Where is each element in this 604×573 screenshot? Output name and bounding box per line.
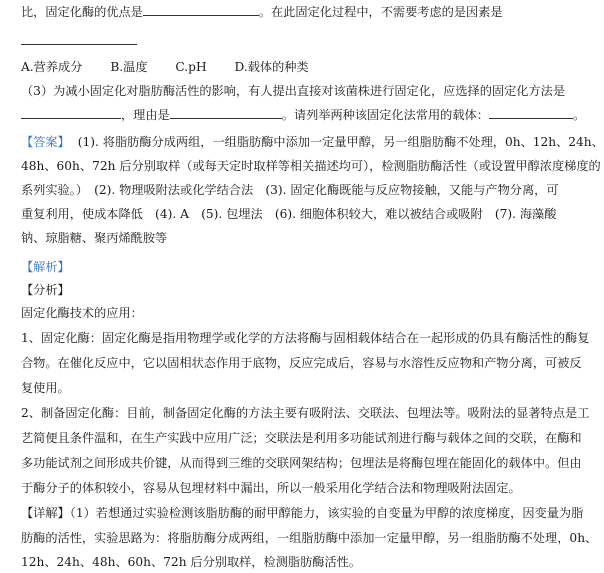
answer-blank xyxy=(489,107,573,119)
answer-line-5: 钠、琼脂糖、聚丙烯酰胺等 xyxy=(21,231,168,245)
q2-text-b: 。在此固定化过程中，不需要考虑的是因素是 xyxy=(258,5,503,19)
q2-line-2 xyxy=(21,33,544,47)
option-d: D.载体的种类 xyxy=(234,60,309,74)
body-line-11: 12h、24h、48h、60h、72h 后分别取样，检测脂肪酶活性。 xyxy=(21,555,362,569)
body-line-3: 合物。在催化反应中，它以固相状态作用于底物，反应完成后，容易与水溶性反应物和产物分离，可被反 xyxy=(21,356,582,370)
answer-line-1 xyxy=(21,135,604,150)
body-line-8: 于酶分子的体积较小，容易从包埋材料中漏出，所以一般采用化学结合法和物理吸附法固定。 xyxy=(21,481,521,495)
answer-line-4: 重复利用，使成本降低 (4). A (5). 包埋法 (6). 细胞体积较大，难以被结合或吸附 (7). 海藻酸 xyxy=(21,207,557,221)
answer-text-1: (1). 将脂肪酶分成两组，一组脂肪酶中添加一定量甲醇，另一组脂肪酶不处理，0h、12h、24h、 xyxy=(77,135,604,149)
body-line-5: 2、制备固定化酶：目前，制备固定化酶的方法主要有吸附法、交联法、包埋法等。吸附法的显著特点是工 xyxy=(21,406,590,420)
body-line-9: 【详解】（1）若想通过实验检测该脂肪酶的耐甲醇能力，该实验的自变量为甲醇的浓度梯度，因变量为脂 xyxy=(21,506,584,520)
q2-text-a: 比，固定化酶的优点是 xyxy=(21,5,143,19)
q3-line-2 xyxy=(21,107,586,123)
analysis-tag: 【解析】 xyxy=(21,260,70,274)
q2-line-1 xyxy=(21,4,544,20)
option-c: C.pH xyxy=(175,60,207,74)
body-line-6: 艺简便且条件温和，在生产实践中应用广泛；交联法是利用多功能试剂进行酶与载体之间的交联，在酶和 xyxy=(21,431,582,445)
body-line-2: 1、固定化酶：固定化酶是指用物理学或化学的方法将酶与固相载体结合在一起形成的仍具有酶活性的酶复 xyxy=(21,331,590,345)
body-line-1: 固定化酶技术的应用： xyxy=(21,306,143,320)
answer-blank xyxy=(170,107,282,119)
answer-blank xyxy=(143,4,259,16)
q3-text-c: 。 xyxy=(572,108,586,122)
answer-line-2: 48h、60h、72h 后分别取样（或每天定时取样等相关描述均可），检测脂肪酶活性（或设置甲醇浓度梯度的 xyxy=(21,159,601,173)
body-line-4: 复使用。 xyxy=(21,381,70,395)
q3-text-b: 。请列举两种该固定化法常用的载体： xyxy=(281,108,489,122)
option-b: B.温度 xyxy=(110,60,148,74)
answer-blank xyxy=(21,107,121,119)
answer-blank xyxy=(21,33,137,45)
q3-text-a: ，理由是 xyxy=(121,108,170,122)
answer-line-3: 系列实验。） (2). 物理吸附法或化学结合法 (3). 固定化酶既能与反应物接触，又能与产物分离，可 xyxy=(21,183,559,197)
answer-tag: 【答案】 xyxy=(21,135,70,149)
q3-line-1: （3）为减小固定化对脂肪酶活性的影响，有人提出直接对该菌株进行固定化，应选择的固定化方法是 xyxy=(21,84,566,98)
fenxi-tag: 【分析】 xyxy=(21,283,70,297)
body-line-10: 肪酶的活性，实验思路为：将脂肪酶分成两组，一组脂肪酶中添加一定量甲醇，另一组脂肪酶不处理，0h、 xyxy=(21,531,598,545)
options-row xyxy=(21,60,544,75)
option-a: A.营养成分 xyxy=(21,60,83,74)
body-line-7: 多功能试剂之间形成共价键，从而得到三维的交联网架结构；包埋法是将酶包埋在能固化的载体中。但由 xyxy=(21,456,582,470)
